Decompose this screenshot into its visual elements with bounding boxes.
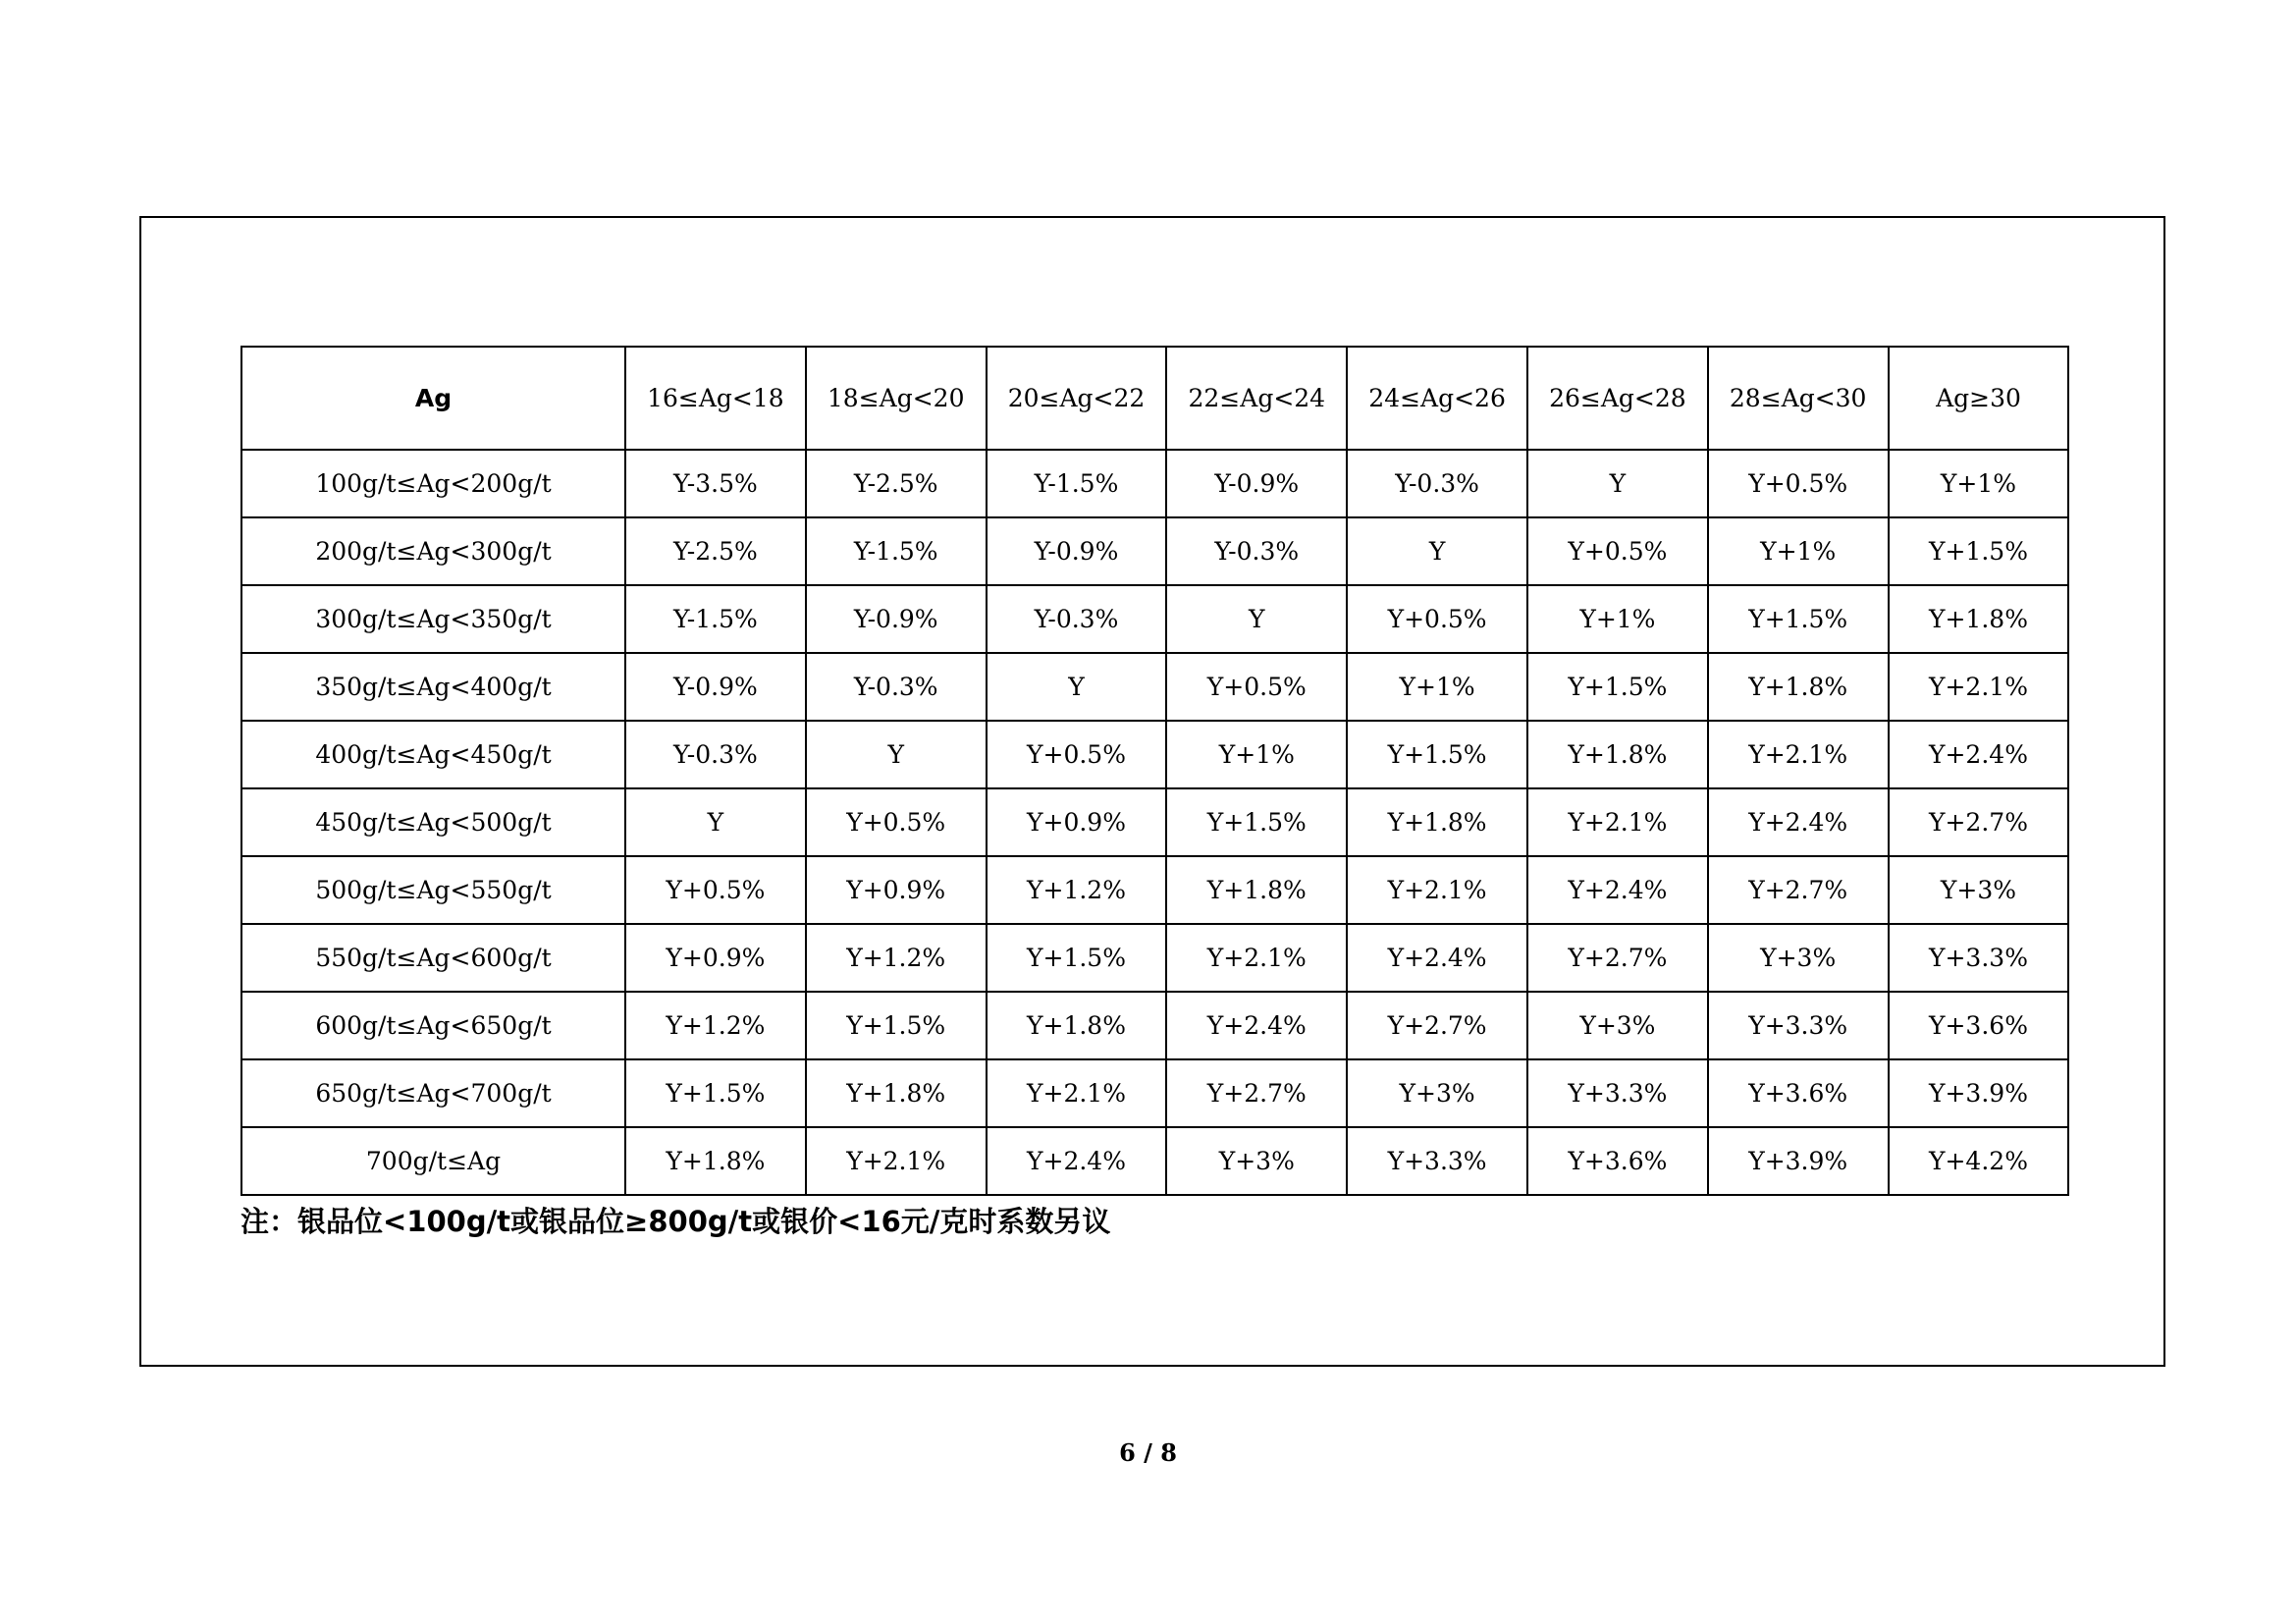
table-cell: Y+1.8% [806,1059,987,1127]
table-cell: Y+3.3% [1527,1059,1708,1127]
row-header: 600g/t≤Ag<650g/t [241,992,625,1059]
table-cell: Y+1% [1527,585,1708,653]
table-cell: Y+1.8% [987,992,1167,1059]
row-header: 100g/t≤Ag<200g/t [241,450,625,517]
table-cell: Y+0.5% [806,788,987,856]
table-note: 注：银品位<100g/t或银品位≥800g/t或银价<16元/克时系数另议 [240,1205,1111,1238]
column-header: 24≤Ag<26 [1347,347,1527,450]
table-cell: Y+0.9% [806,856,987,924]
row-header: 400g/t≤Ag<450g/t [241,721,625,788]
table-cell: Y+0.5% [1527,517,1708,585]
table-cell: Y+2.4% [1889,721,2069,788]
table-cell: Y+2.4% [987,1127,1167,1195]
table-row [241,924,2068,992]
table-cell: Y-1.5% [625,585,806,653]
table-cell: Y+1.5% [806,992,987,1059]
table-cell: Y+1.5% [1347,721,1527,788]
table-row [241,1059,2068,1127]
table-cell: Y-0.3% [625,721,806,788]
table-row [241,585,2068,653]
table-cell: Y+3.3% [1889,924,2069,992]
table-cell: Y-0.3% [806,653,987,721]
table-cell: Y+1.2% [625,992,806,1059]
row-header: 200g/t≤Ag<300g/t [241,517,625,585]
table-cell: Y+1.8% [1527,721,1708,788]
table-cell: Y+1.5% [987,924,1167,992]
table-cell: Y-2.5% [806,450,987,517]
table-cell: Y-0.9% [1166,450,1347,517]
table-cell: Y+2.4% [1347,924,1527,992]
table-cell: Y+1% [1166,721,1347,788]
table-cell: Y+2.7% [1708,856,1889,924]
table-cell: Y-0.9% [987,517,1167,585]
page-number: 6 / 8 [1119,1438,1177,1467]
coefficient-table [240,346,2069,1196]
table-cell: Y-3.5% [625,450,806,517]
table-cell: Y-1.5% [806,517,987,585]
table-cell: Y+2.1% [1527,788,1708,856]
column-header: 18≤Ag<20 [806,347,987,450]
table-cell: Y+2.4% [1166,992,1347,1059]
table-cell: Y+2.1% [1708,721,1889,788]
table-cell: Y+2.4% [1527,856,1708,924]
table-cell: Y+3% [1708,924,1889,992]
table-cell: Y-0.9% [806,585,987,653]
column-header: 26≤Ag<28 [1527,347,1708,450]
table-cell: Y+1.5% [1708,585,1889,653]
table-cell: Y-0.3% [1166,517,1347,585]
table-header-row [241,347,2068,450]
table-cell: Y+2.7% [1889,788,2069,856]
table-cell: Y+1.2% [987,856,1167,924]
table-cell: Y+3.6% [1889,992,2069,1059]
table-row [241,653,2068,721]
table-row [241,721,2068,788]
table-cell: Y+1.8% [1347,788,1527,856]
table-cell: Y+0.5% [987,721,1167,788]
table-cell: Y-0.9% [625,653,806,721]
table-cell: Y [806,721,987,788]
table-cell: Y+1.8% [625,1127,806,1195]
table-cell: Y+2.7% [1347,992,1527,1059]
table-cell: Y [1527,450,1708,517]
table-cell: Y+2.7% [1527,924,1708,992]
table-cell: Y+0.9% [625,924,806,992]
table-cell: Y+3.3% [1347,1127,1527,1195]
table-cell: Y+3% [1527,992,1708,1059]
table-row [241,1127,2068,1195]
table-cell: Y-2.5% [625,517,806,585]
table-row [241,992,2068,1059]
table-cell: Y+1.5% [1166,788,1347,856]
table-cell: Y+2.1% [1889,653,2069,721]
table-cell: Y+1% [1708,517,1889,585]
table-cell: Y+3% [1347,1059,1527,1127]
table-cell: Y+0.5% [625,856,806,924]
row-header: 450g/t≤Ag<500g/t [241,788,625,856]
table-row [241,856,2068,924]
table-cell: Y+0.5% [1708,450,1889,517]
table-cell: Y+2.7% [1166,1059,1347,1127]
table-cell: Y+1.5% [1889,517,2069,585]
row-header: 500g/t≤Ag<550g/t [241,856,625,924]
table-cell: Y [625,788,806,856]
column-header: 20≤Ag<22 [987,347,1167,450]
table-cell: Y+2.1% [987,1059,1167,1127]
table-cell: Y+3% [1166,1127,1347,1195]
corner-header: Ag [241,347,625,450]
table-cell: Y-0.3% [1347,450,1527,517]
table-cell: Y-1.5% [987,450,1167,517]
table-cell: Y+1.8% [1166,856,1347,924]
table-cell: Y+3.9% [1708,1127,1889,1195]
table-cell: Y+2.1% [1166,924,1347,992]
table-cell: Y+0.5% [1347,585,1527,653]
table-cell: Y+0.9% [987,788,1167,856]
table-cell: Y+1% [1889,450,2069,517]
table-cell: Y+3.6% [1708,1059,1889,1127]
table-cell: Y+1.8% [1889,585,2069,653]
table-row [241,788,2068,856]
table-row [241,450,2068,517]
table-cell: Y [1166,585,1347,653]
table-cell: Y+4.2% [1889,1127,2069,1195]
table-cell: Y-0.3% [987,585,1167,653]
row-header: 650g/t≤Ag<700g/t [241,1059,625,1127]
row-header: 300g/t≤Ag<350g/t [241,585,625,653]
table-cell: Y+1.8% [1708,653,1889,721]
table-cell: Y+3.6% [1527,1127,1708,1195]
column-header: 28≤Ag<30 [1708,347,1889,450]
table-cell: Y+1.5% [1527,653,1708,721]
table-row [241,517,2068,585]
table-cell: Y+2.1% [1347,856,1527,924]
row-header: 350g/t≤Ag<400g/t [241,653,625,721]
table-cell: Y [1347,517,1527,585]
table-cell: Y+3.3% [1708,992,1889,1059]
table-cell: Y+1.2% [806,924,987,992]
column-header: 22≤Ag<24 [1166,347,1347,450]
table-cell: Y [987,653,1167,721]
table-cell: Y+1% [1347,653,1527,721]
table-cell: Y+3.9% [1889,1059,2069,1127]
table-cell: Y+3% [1889,856,2069,924]
table-cell: Y+2.1% [806,1127,987,1195]
table-cell: Y+2.4% [1708,788,1889,856]
table-cell: Y+0.5% [1166,653,1347,721]
row-header: 700g/t≤Ag [241,1127,625,1195]
row-header: 550g/t≤Ag<600g/t [241,924,625,992]
column-header: Ag≥30 [1889,347,2069,450]
column-header: 16≤Ag<18 [625,347,806,450]
table-cell: Y+1.5% [625,1059,806,1127]
